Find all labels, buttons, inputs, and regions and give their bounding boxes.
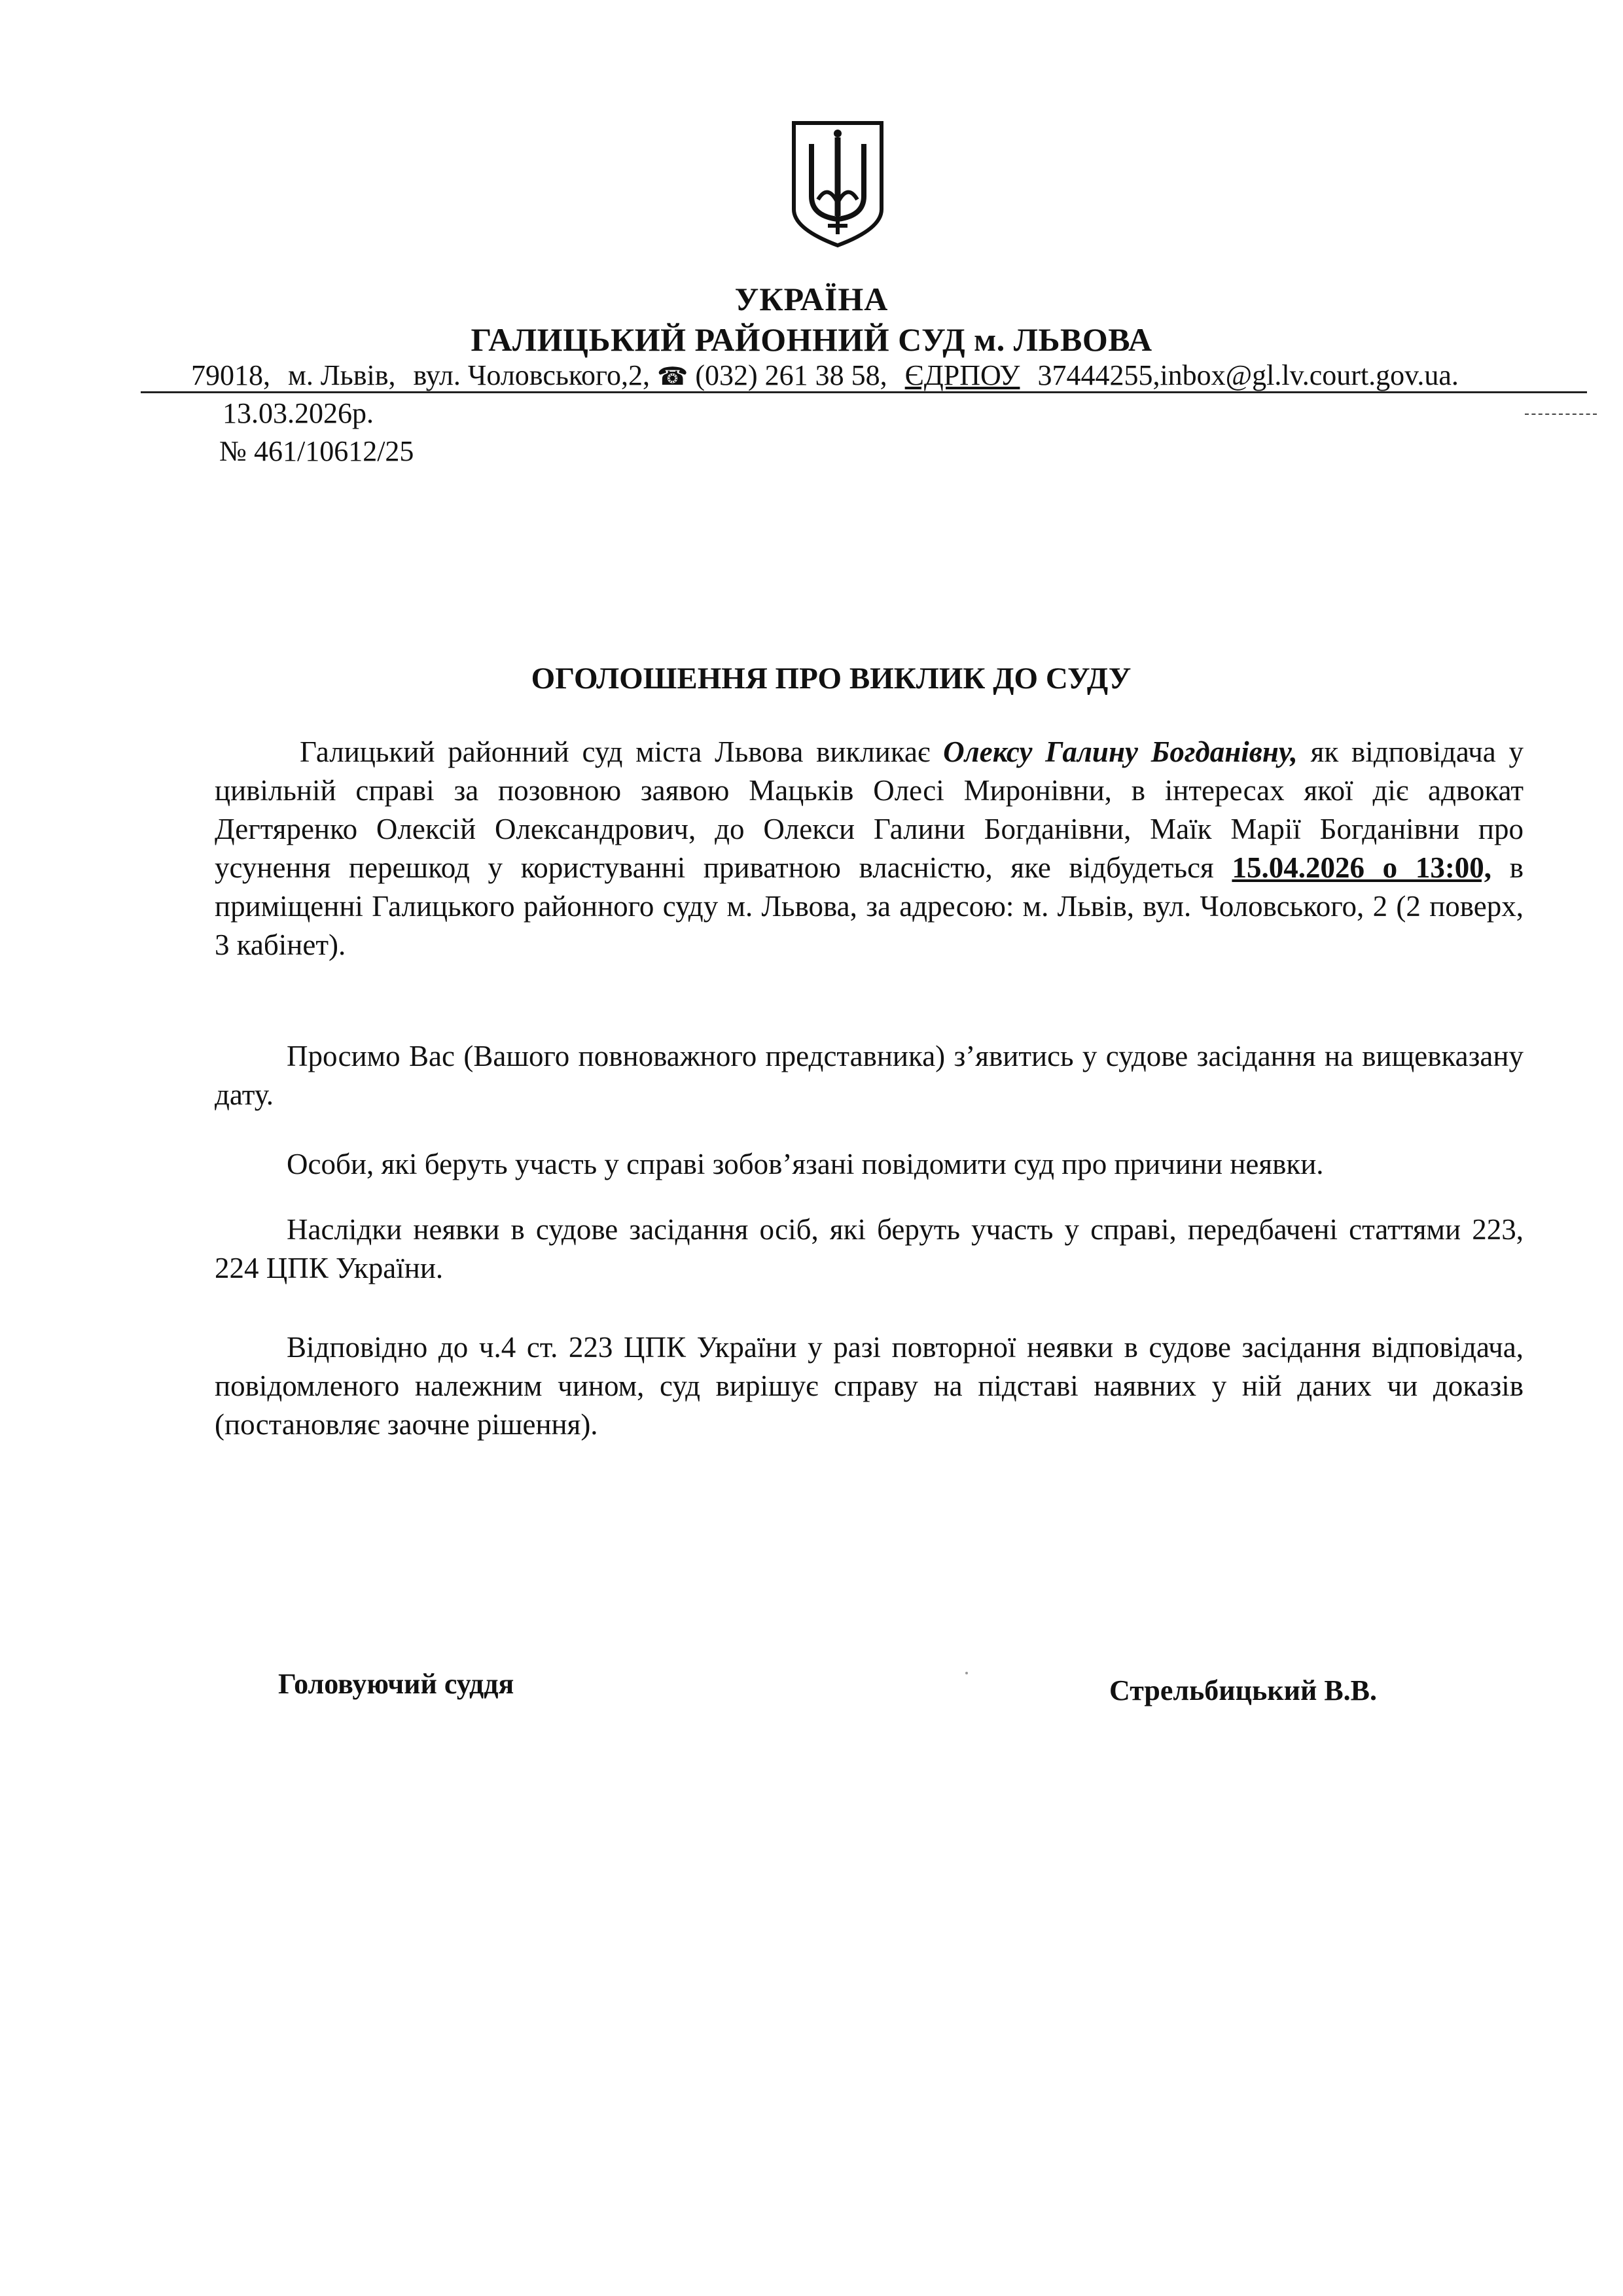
court-name-heading: ГАЛИЦЬКИЙ РАЙОННИЙ СУД м. ЛЬВОВА <box>471 321 1152 358</box>
country-heading: УКРАЇНА <box>734 281 889 317</box>
header-divider-dash <box>1525 414 1597 415</box>
summons-intro: Галицький районний суд міста Львова викликає <box>300 735 931 768</box>
hearing-datetime: 15.04.2026 о 13:00, <box>1232 851 1492 884</box>
summons-location: в приміщенні Галицького районного суду м. Львова, за адресою: м. Львів, вул. Чоловського, 2 (2 поверх, 3 кабінет). <box>215 851 1524 961</box>
presiding-judge-label: Головуючий суддя <box>278 1668 514 1700</box>
trident-emblem-icon <box>789 118 887 249</box>
edrpou-email: 37444255,inbox@gl.lv.court.gov.ua. <box>1037 359 1459 391</box>
summons-details: як відповідача у цивільній справі за позовною заявою Мацьків Олесі Миронівни, в інтересах якої діє адвокат Дегтяренко Олексій Олександрович, до Олекси Галини Богданівни, Маїк Марії Богданівни про усунення перешкод у користуванні приватною власністю, яке відбудеться <box>215 735 1524 884</box>
phone-icon: ☎ <box>657 362 688 391</box>
document-title: ОГОЛОШЕННЯ ПРО ВИКЛИК ДО СУДУ <box>531 662 1132 696</box>
paragraph-summons <box>215 733 1524 964</box>
phone-number: (032) 261 38 58, <box>695 359 887 391</box>
consequences-text: Наслідки неявки в судове засідання осіб, які беруть участь у справі, передбачені статтями 223, 224 ЦПК України. <box>215 1213 1524 1284</box>
repeated-absence-text: Відповідно до ч.4 ст. 223 ЦПК України у разі повторної неявки в судове засідання відповідача, повідомленого належним чином, суд вирішує справу на підставі наявних у ній даних чи доказів (постановляє заочне рішення). <box>215 1331 1524 1441</box>
case-number: № 461/10612/25 <box>219 435 414 467</box>
edrpou-label: ЄДРПОУ <box>904 359 1020 391</box>
obligation-text: Особи, які беруть участь у справі зобов’язані повідомити суд про причини неявки. <box>287 1148 1324 1180</box>
request-text: Просимо Вас (Вашого повноважного представника) з’явитись у судове засідання на вищевказану дату. <box>215 1040 1524 1111</box>
paragraph-repeated-absence <box>215 1328 1524 1444</box>
paragraph-obligation <box>215 1145 1524 1184</box>
paragraph-request <box>215 1037 1524 1114</box>
document-date: 13.03.2026р. <box>223 397 374 429</box>
judge-name: Стрельбицький В.В. <box>1109 1674 1378 1706</box>
defendant-name: Олексу Галину Богданівну, <box>943 735 1298 768</box>
header-divider <box>141 391 1587 393</box>
paragraph-consequences <box>215 1210 1524 1288</box>
postcode: 79018, <box>191 359 270 391</box>
court-address-line <box>191 359 1585 392</box>
scan-speck <box>965 1672 968 1674</box>
street: вул. Чоловського,2, <box>413 359 651 391</box>
city: м. Львів, <box>288 359 396 391</box>
